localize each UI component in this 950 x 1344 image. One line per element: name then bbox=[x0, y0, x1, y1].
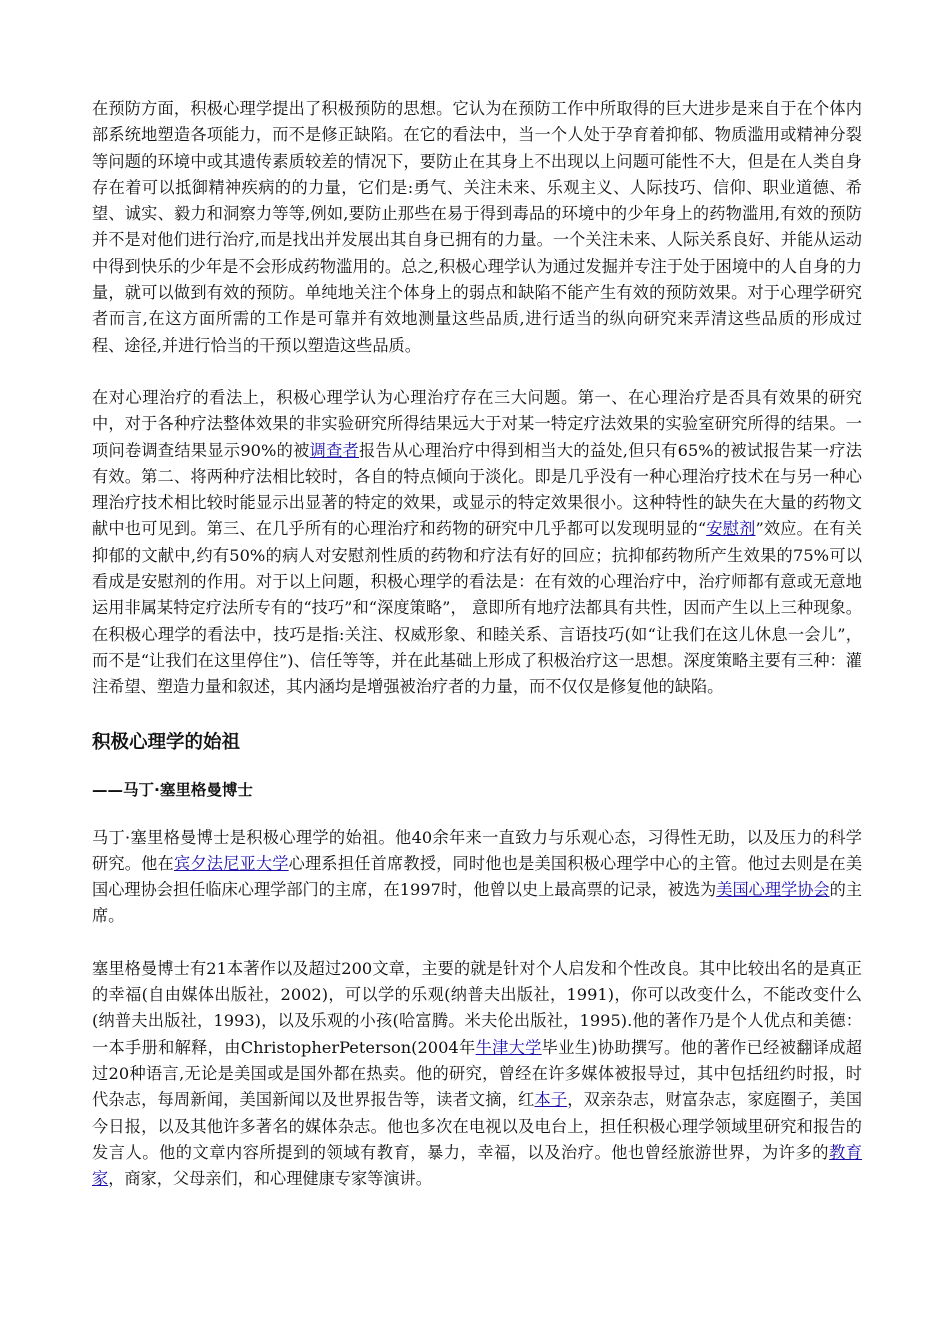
link-respondents[interactable]: 调查者 bbox=[309, 440, 360, 460]
link-apa[interactable]: 美国心理学协会 bbox=[716, 880, 830, 900]
seligman-works-text-2: 毕业生)协助撰写。他的著作已经被翻译成超过20种语言,无论是美国或是国外都在热卖。他的研究，曾经在许多媒体被报导过，其中包括纽约时报，时代杂志，每周新闻，美国新闻以及世界报告等，读者文摘，红 bbox=[92, 1037, 862, 1110]
link-placebo[interactable]: 安慰剂 bbox=[706, 519, 756, 539]
link-oxford[interactable]: 牛津大学 bbox=[475, 1037, 542, 1057]
link-educators[interactable]: 教育家 bbox=[92, 1142, 863, 1189]
seligman-intro-text-2: 心理系担任首席教授，同时他也是美国积极心理学中心的主管。他过去则是在美国心理协会担任临床心理学部门的主席，在1997时，他曾以史上最高票的记录，被选为 bbox=[92, 853, 863, 900]
section-heading: 积极心理学的始祖 bbox=[92, 731, 241, 753]
paragraph-seligman-intro bbox=[92, 825, 862, 930]
paragraph-seligman-works bbox=[92, 956, 862, 1193]
seligman-intro-text-3: 的主席。 bbox=[92, 880, 863, 926]
psychotherapy-text-3: ”效应。在有关抑郁的文献中,约有50%的病人对安慰剂性质的药物和疗法有好的回应；抗抑郁药物所产生效果的75%可以看成是安慰剂的作用。对于以上问题，积极心理学的看法是：在有效的心理治疗中，治疗师都有意或无意地运用非属某特定疗法所专有的“技巧”和“深度策略”， 意即所有地疗法都具有共性，因而产生以上三种现象。在积极心理学的看法中，技巧是指:关注、权威形象、和睦关系、言语技巧(如“让我们在这儿休息一会儿”，而不是“让我们在这里停住”)、信任等等，并在此基础上形成了积极治疗这一思想。深度策略主要有三种：灌注希望、塑造力量和叙述，其内涵均是增强被治疗者的力量，而不仅仅是修复他的缺陷。 bbox=[92, 519, 862, 697]
paragraph-prevention-text: 在预防方面，积极心理学提出了积极预防的思想。它认为在预防工作中所取得的巨大进步是来自于在个体内部系统地塑造各项能力，而不是修正缺陷。在它的看法中，当一个人处于孕育着抑郁、物质滥用或精神分裂等问题的环境中或其遗传素质较差的情况下，要防止在其身上不出现以上问题可能性不大，但是在人类自身存在着可以抵御精神疾病的的力量，它们是:勇气、关注未来、乐观主义、人际技巧、信仰、职业道德、希望、诚实、毅力和洞察力等等,例如,要防止那些在易于得到毒品的环境中的少年身上的药物滥用,有效的预防并不是对他们进行治疗,而是找出并发展出其自身已拥有的力量。一个关注未来、人际关系良好、并能从运动中得到快乐的少年是不会形成药物滥用的。总之,积极心理学认为通过发掘并专注于处于困境中的人自身的力量，就可以做到有效的预防。单纯地关注个体身上的弱点和缺陷不能产生有效的预防效果。对于心理学研究者而言,在这方面所需的工作是可靠并有效地测量这些品质,进行适当的纵向研究来弄清这些品质的形成过程、途径,并进行恰当的干预以塑造这些品质。 bbox=[92, 99, 862, 355]
seligman-works-text-3: ，双亲杂志，财富杂志，家庭圈子，美国今日报，以及其他许多著名的媒体杂志。他也多次在电视以及电台上，担任积极心理学领域里研究和报告的发言人。他的文章内容所提到的领域有教育，暴力，幸福，以及治疗。他也曾经旅游世界，为许多的 bbox=[92, 1090, 863, 1162]
link-upenn[interactable]: 宾夕法尼亚大学 bbox=[173, 853, 289, 873]
document-page bbox=[92, 96, 862, 1192]
seligman-intro-text-1: 马丁·塞里格曼博士是积极心理学的始祖。他40余年来一直致力与乐观心态，习得性无助，以及压力的科学研究。他在 bbox=[92, 827, 862, 873]
seligman-works-text-1: 塞里格曼博士有21本著作以及超过200文章，主要的就是针对个人启发和个性改良。其中比较出名的是真正的幸福(自由媒体出版社，2002)，可以学的乐观(纳普夫出版社，1991)，你可以改变什么，不能改变什么(纳普夫出版社，1993)，以及乐观的小孩(哈富腾。米夫伦出版社，1995).他的著作乃是个人优点和美德：一本手册和解释，由ChristopherPeterson(2004年 bbox=[92, 958, 862, 1057]
link-notebook[interactable]: 本子 bbox=[534, 1090, 568, 1110]
psychotherapy-text-2: 报告从心理治疗中得到相当大的益处,但只有65%的被试报告某一疗法有效。第二、将两种疗法相比较时，各自的特点倾向于淡化。即是几乎没有一种心理治疗技术在与另一种心理治疗技术相比较时能显示出显著的特定的效果，或显示的特定效果很小。这种特性的缺失在大量的药物文献中也可见到。第三、在几乎所有的心理治疗和药物的研究中几乎都可以发现明显的“ bbox=[92, 440, 862, 539]
section-subheading: ——马丁·塞里格曼博士 bbox=[92, 780, 253, 799]
paragraph-psychotherapy bbox=[92, 385, 862, 701]
psychotherapy-text-1: 在对心理治疗的看法上，积极心理学认为心理治疗存在三大问题。第一、在心理治疗是否具有效果的研究中，对于各种疗法整体效果的非实验研究所得结果远大于对某一特定疗法效果的实验室研究所得的结果。一项问卷调查结果显示90%的被 bbox=[92, 387, 862, 460]
paragraph-prevention bbox=[92, 96, 862, 359]
seligman-works-text-4: ，商家，父母亲们，和心理健康专家等演讲。 bbox=[108, 1169, 432, 1189]
